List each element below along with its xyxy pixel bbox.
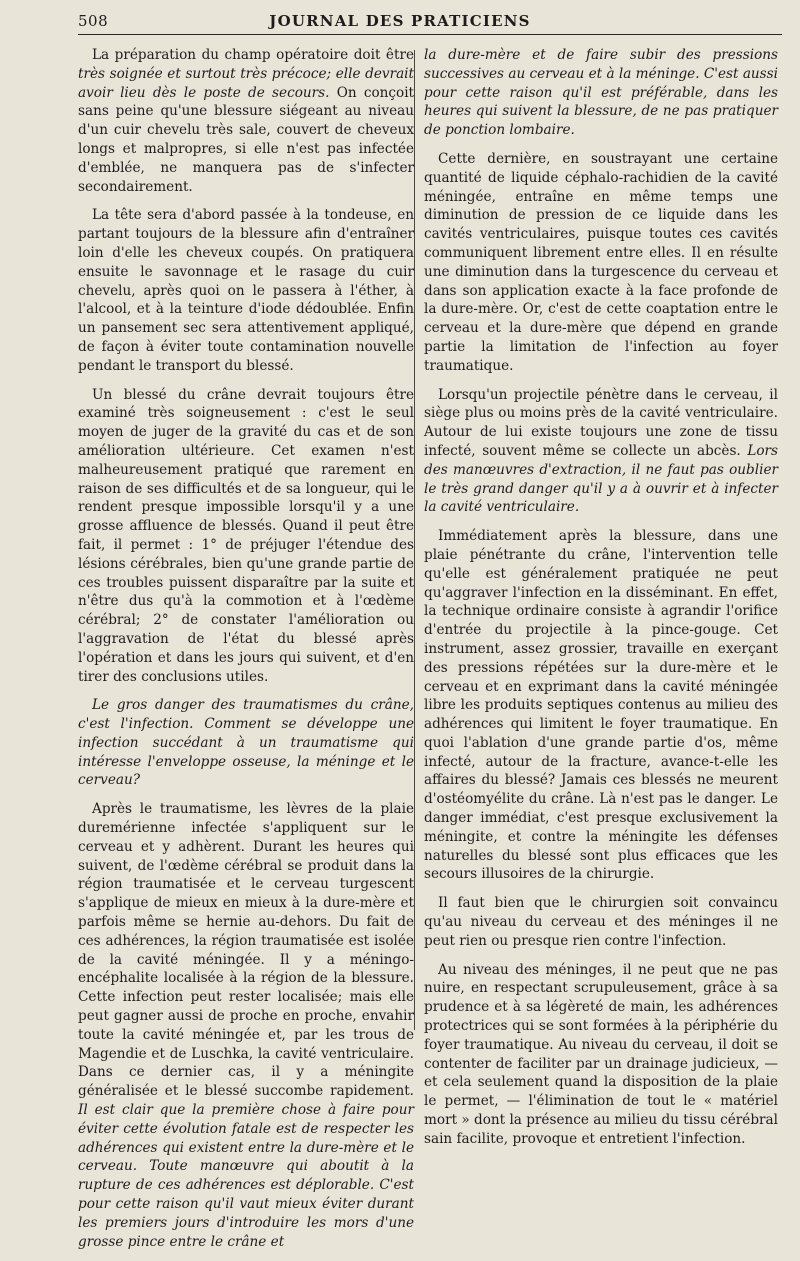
- paragraph: Immédiatement après la blessure, dans une plaie pénétrante du crâne, l'intervention telle qu'elle est généralement pratiquée ne peut qu'aggraver l'infection en la disséminant. En effet, la technique ordinaire consiste à agrandir l'orifice d'entrée du projectile à la pince-gouge. Cet instrument, assez grossier, travaille en exerçant des pressions répétées sur la dure-mère et le cerveau et en exprimant dans la cavité méningée libre les produits septiques contenus au milieu des adhérences qui limitent le foyer traumatique. En quoi l'ablation d'une grande partie d'os, même infecté, autour de la fracture, avance-t-elle les affaires du blessé? Jamais ces blessés ne meurent d'ostéomyélite du crâne. Là n'est pas le danger. Le danger immédiat, c'est presque exclusivement la méningite, et contre la méningite les défenses naturelles du blessé sont plus efficaces que les secours illusoires de la chirurgie.: [424, 528, 778, 883]
- page-header: [0, 0, 800, 44]
- continued-paragraph: la dure-mère et de faire subir des pressions successives au cerveau et à la méninge. C'est aussi pour cette raison qu'il est préférable, dans les heures qui suivent la blessure, de ne pas pratiquer de ponction lombaire.: [424, 47, 778, 139]
- paragraph: Cette dernière, en soustrayant une certaine quantité de liquide céphalo-rachidien de la cavité méningée, entraîne en même temps une diminution de pression de ce liquide dans les cavités ventriculaires, puisque toutes ces cavités communiquent librement entre elles. Il en résulte une diminution dans la turgescence du cerveau et dans son application exacte à la face profonde de la dure-mère. Or, c'est de cette coaptation entre le cerveau et la dure-mère que dépend en grande partie la limitation de l'infection au foyer traumatique.: [424, 150, 778, 374]
- paragraph: Au niveau des méninges, il ne peut que ne pas nuire, en respectant scrupuleusement, grâce à sa prudence et à sa légèreté de main, les adhérences protectrices qui se sont formées à la périphérie du foyer traumatique. Au niveau du cerveau, il doit se contenter de faciliter par un drainage judicieux, — et cela seulement quand la disposition de la plaie le permet, — l'élimination de tout le « matériel mort » dont la présence au milieu du tissu cérébral sain facilite, provoque et entretient l'infection.: [424, 961, 778, 1147]
- paragraph: Lorsqu'un projectile pénètre dans le cerveau, il siège plus ou moins près de la cavité ventriculaire. Autour de lui existe toujours une zone de tissu infecté, souvent même se collecte un abcès. Lors des manœuvres d'extraction, il ne faut pas oublier le très grand danger qu'il y a à ouvrir et à infecter la cavité ventriculaire.: [424, 386, 778, 516]
- italic-question-paragraph: Le gros danger des traumatismes du crâne, c'est l'infection. Comment se développe une infection succédant à un traumatisme qui intéresse l'enveloppe osseuse, la méninge et le cerveau?: [78, 697, 414, 789]
- paragraph: Un blessé du crâne devrait toujours être examiné très soigneusement : c'est le seul moyen de juger de la gravité du cas et de son amélioration ultérieure. Cet examen n'est malheureusement pratiqué que rarement en raison de ses difficultés et de sa longueur, qui le rendent presque impossible lorsqu'il y a une grosse affluence de blessés. Quand il peut être fait, il permet : 1° de préjuger l'étendue des lésions cérébrales, bien qu'une grande partie de ces troubles puissent disparaître par la suite et n'être dus qu'à la commotion et à l'œdème cérébral; 2° de constater l'amélioration ou l'aggravation de l'état du blessé après l'opération et dans les jours qui suivent, et d'en tirer des conclusions utiles.: [78, 386, 414, 685]
- running-title: JOURNAL DES PRATICIENS: [269, 12, 531, 30]
- left-column: [78, 46, 414, 1261]
- paragraph: Après le traumatisme, les lèvres de la plaie duremérienne infectée s'appliquent sur le cerveau et y adhèrent. Durant les heures qui suivent, de l'œdème cérébral se produit dans la région traumatisée et le cerveau turgescent s'applique de mieux en mieux à la dure-mère et parfois même se hernie au-dehors. Du fait de ces adhérences, la région traumatisée est isolée de la cavité méningée. Il y a méningo-encéphalite localisée à la région de la blessure. Cette infection peut rester localisée; mais elle peut gagner aussi de proche en proche, envahir toute la cavité méningée et, par les trous de Magendie et de Luschka, la cavité ventriculaire. Dans ce dernier cas, il y a méningite généralisée et le blessé succombe rapidement. Il est clair que la première chose à faire pour éviter cette évolution fatale est de respecter les adhérences qui existent entre la dure-mère et le cerveau. Toute manœuvre qui aboutit à la rupture de ces adhérences est déplorable. C'est pour cette raison qu'il vaut mieux éviter durant les premiers jours d'introduire les mors d'une grosse pince entre le crâne et: [78, 801, 414, 1250]
- paragraph: Il faut bien que le chirurgien soit convaincu qu'au niveau du cerveau et des méninges il ne peut rien ou presque rien contre l'infection.: [424, 895, 778, 949]
- paragraph: La tête sera d'abord passée à la tondeuse, en partant toujours de la blessure afin d'entraîner loin d'elle les cheveux coupés. On pratiquera ensuite le savonnage et le rasage du cuir chevelu, après quoi on le passera à l'éther, à l'alcool, et à la teinture d'iode dédoublée. Enfin un pansement sec sera attentivement appliqué, de façon à éviter toute contamination nouvelle pendant le transport du blessé.: [78, 207, 414, 374]
- right-column: [424, 46, 778, 1159]
- page-number: 508: [78, 12, 109, 30]
- column-divider: [414, 50, 415, 1030]
- header-rule: [78, 34, 782, 35]
- paragraph: La préparation du champ opératoire doit être très soignée et surtout très précoce; elle devrait avoir lieu dès le poste de secours. On conçoit sans peine qu'une blessure siégeant au niveau d'un cuir chevelu très sale, couvert de cheveux longs et malpropres, si elle n'est pas infectée d'emblée, ne manquera pas de s'infecter secondairement.: [78, 47, 415, 195]
